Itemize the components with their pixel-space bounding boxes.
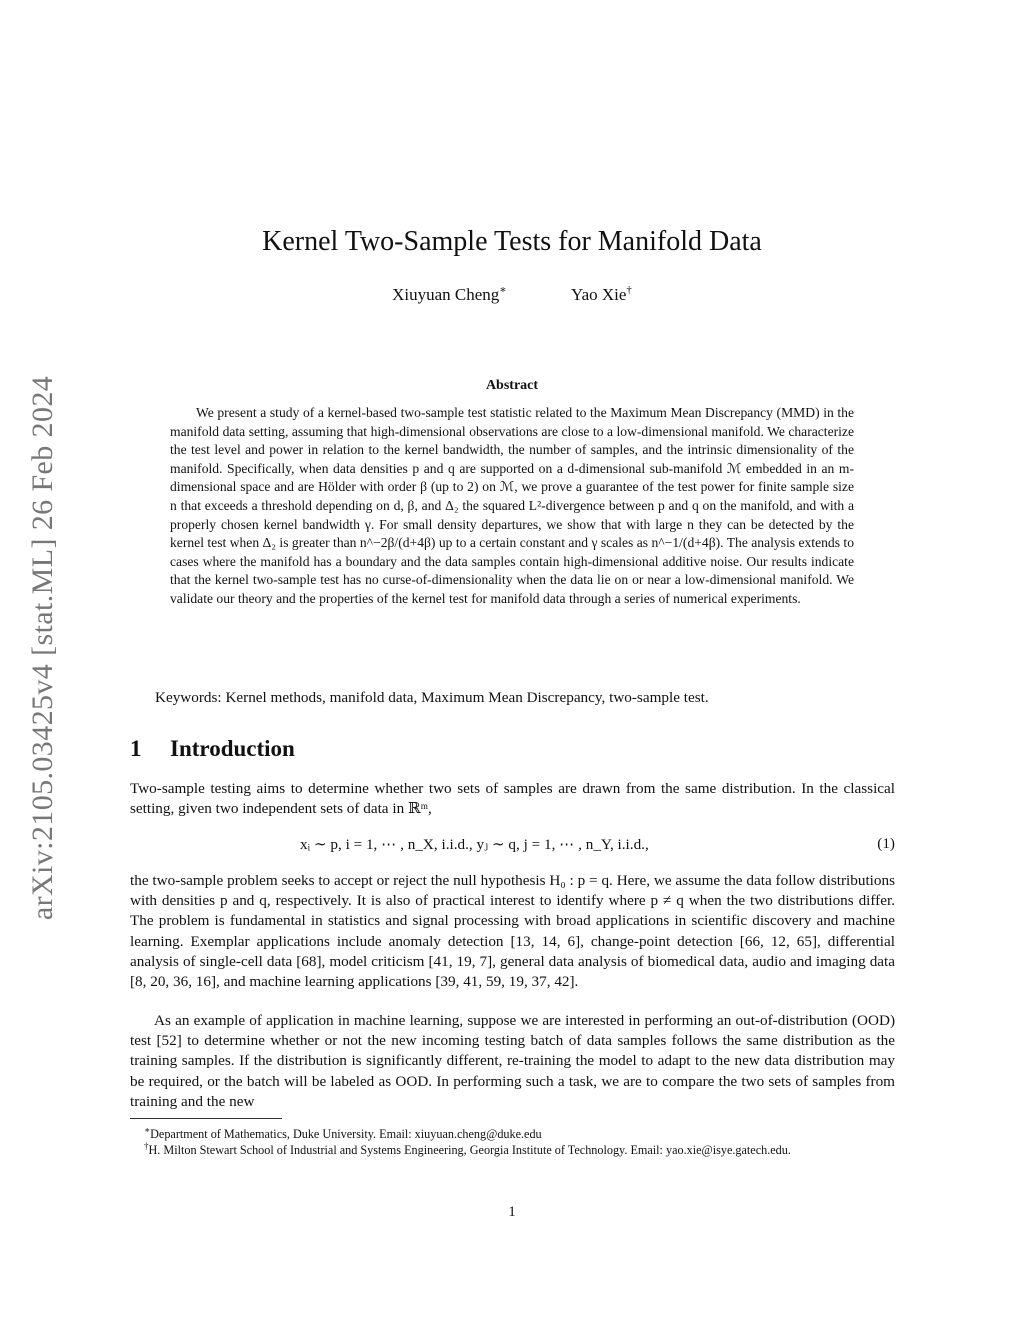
intro-paragraph-2: the two-sample problem seeks to accept or reject the null hypothesis H₀ : p = q. Here, we assume the data follow distributions with densities p and q, respectively. It is also of practical interest to identify where p ≠ q when the two distributions differ. The problem is fundamental in statistics and signal processing with broad applications in scientific discovery and machine learning. Exemplar applications include anomaly detection [13, 14, 6], change-point detection [66, 12, 65], differential analysis of single-cell data [68], model criticism [41, 19, 7], general data analysis of biomedical data, audio and imaging data [8, 20, 36, 16], and machine learning applications [39, 41, 59, 19, 37, 42]. <box>130 872 895 991</box>
abstract-heading: Abstract <box>485 378 539 393</box>
keywords-line: Keywords: Kernel methods, manifold data, Maximum Mean Discrepancy, two-sample test. <box>155 689 709 706</box>
page-number: 1 <box>508 1204 516 1220</box>
abstract-text: We present a study of a kernel-based two-sample test statistic related to the Maximum Mean Discrepancy (MMD) in the manifold data setting, assuming that high-dimensional observations are close to a low-dimensional manifold. We characterize the test level and power in relation to the kernel bandwidth, the number of samples, and the intrinsic dimensionality of the manifold. Specifically, when data densities p and q are supported on a d-dimensional sub-manifold ℳ embedded in an m-dimensional space and are Hölder with order β (up to 2) on ℳ, we prove a guarantee of the test power for finite sample size n that exceeds a threshold depending on d, β, and Δ₂ the squared L²-divergence between p and q on the manifold, and with a properly chosen kernel bandwidth γ. For small density departures, we show that with large n they can be detected by the kernel test when Δ₂ is greater than n^−2β/(d+4β) up to a certain constant and γ scales as n^−1/(d+4β). The analysis extends to cases where the manifold has a boundary and the data samples contain high-dimensional additive noise. Our results indicate that the kernel two-sample test has no curse-of-dimensionality when the data lie on or near a low-dimensional manifold. We validate our theory and the properties of the kernel test for manifold data through a series of numerical experiments. <box>170 405 854 606</box>
arxiv-side-identifier: arXiv:2105.03425v4 [stat.ML] 26 Feb 2024 <box>26 375 59 921</box>
section-title: Introduction <box>170 736 295 761</box>
author-1 <box>392 283 507 305</box>
author-list <box>0 283 1024 305</box>
author-2 <box>571 284 632 305</box>
author-1-name: Xiuyuan Cheng <box>392 284 500 304</box>
footnote-1-mark: ∗ <box>144 1125 151 1135</box>
intro-paragraph-1: Two-sample testing aims to determine whether two sets of samples are drawn from the same distribution. In the classical setting, given two independent sets of data in ℝᵐ, <box>130 780 895 818</box>
paper-title: Kernel Two-Sample Tests for Manifold Data <box>262 226 762 257</box>
section-number: 1 <box>130 736 142 761</box>
footnote-2-mark: † <box>144 1141 149 1151</box>
author-2-mark: † <box>626 284 632 296</box>
footnote-1-text: Department of Mathematics, Duke University. Email: xiuyuan.cheng@duke.edu <box>150 1127 542 1142</box>
author-1-mark: ∗ <box>499 284 507 296</box>
equation-number: (1) <box>877 835 895 852</box>
footnote-rule <box>130 1118 282 1119</box>
footnote-2-text: H. Milton Stewart School of Industrial and Systems Engineering, Georgia Institute of Technology. Email: yao.xie@isye.gatech.edu. <box>148 1143 791 1158</box>
intro-paragraph-3: As an example of application in machine learning, suppose we are interested in performing an out-of-distribution (OOD) test [52] to determine whether or not the new incoming testing batch of data samples follows the same distribution as the training samples. If the distribution is significantly different, re-training the model to adapt to the new data distribution may be required, or the batch will be labeled as OOD. In performing such a task, we are to compare the two sets of samples from training and the new <box>130 1012 895 1110</box>
footnote-2 <box>130 1138 895 1158</box>
author-2-name: Yao Xie <box>571 284 627 304</box>
section-heading <box>130 736 295 762</box>
equation-body: xᵢ ∼ p, i = 1, ⋯ , n_X, i.i.d., yⱼ ∼ q, j = 1, ⋯ , n_Y, i.i.d., <box>300 836 649 853</box>
